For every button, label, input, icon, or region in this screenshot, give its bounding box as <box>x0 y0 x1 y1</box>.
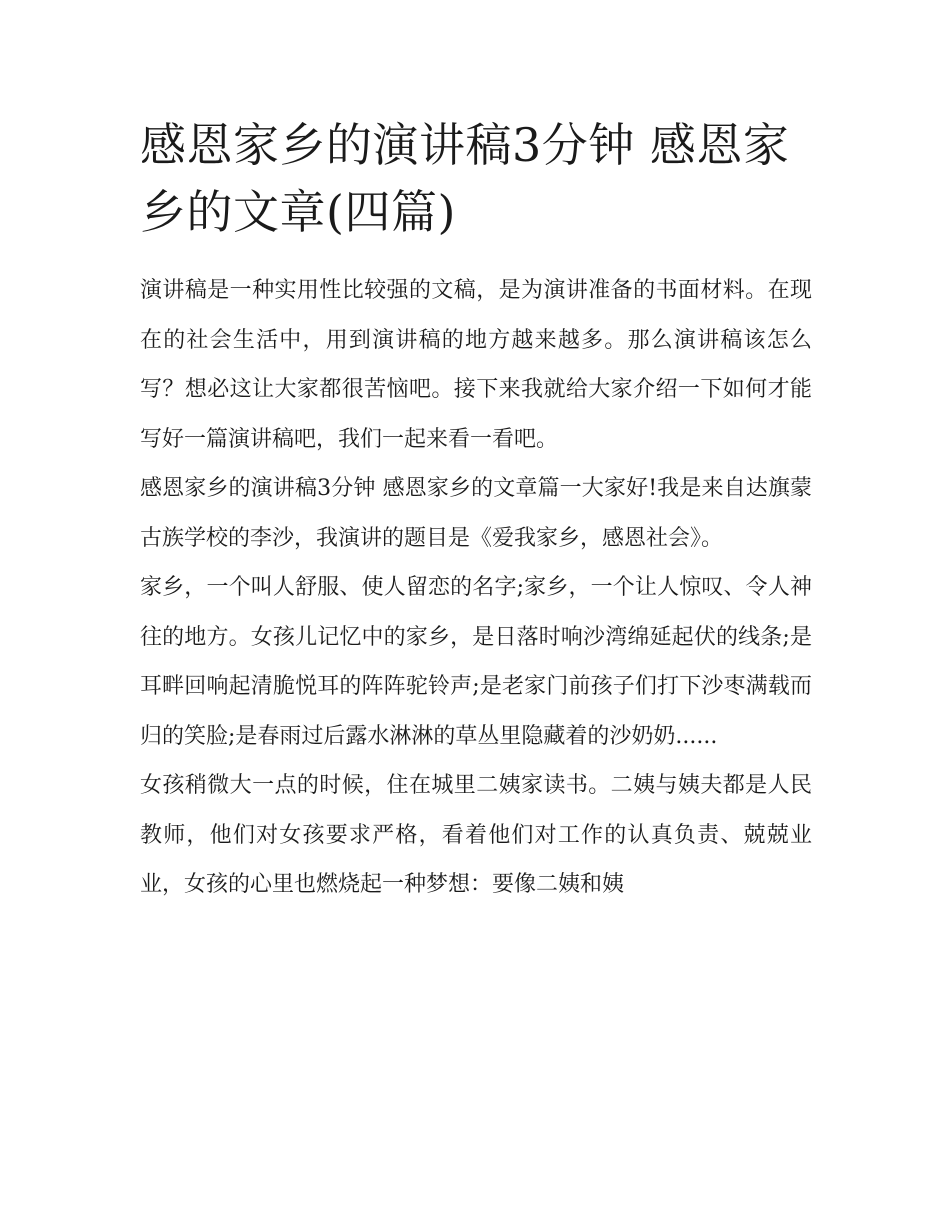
paragraph-intro: 演讲稿是一种实用性比较强的文稿，是为演讲准备的书面材料。在现在的社会生活中，用到演讲稿的地方越来越多。那么演讲稿该怎么写？想必这让大家都很苦恼吧。接下来我就给大家介绍一下如何才能写好一篇演讲稿吧，我们一起来看一看吧。 <box>140 278 812 452</box>
paragraph-greeting: 感恩家乡的演讲稿3分钟 感恩家乡的文章篇一大家好!我是来自达旗蒙古族学校的李沙，我演讲的题目是《爱我家乡，感恩社会》。 <box>140 476 812 551</box>
document-title: 感恩家乡的演讲稿3分钟 感恩家乡的文章(四篇) <box>140 118 790 239</box>
paragraph-hometown: 家乡，一个叫人舒服、使人留恋的名字;家乡，一个让人惊叹、令人神往的地方。女孩儿记忆中的家乡，是日落时响沙湾绵延起伏的线条;是耳畔回响起清脆悦耳的阵阵驼铃声;是老家门前孩子们打下沙枣满载而归的笑脸;是春雨过后露水淋淋的草丛里隐藏着的沙奶奶...... <box>140 575 812 749</box>
paragraph-city-study: 女孩稍微大一点的时候，住在城里二姨家读书。二姨与姨夫都是人民教师，他们对女孩要求严格，看着他们对工作的认真负责、兢兢业业，女孩的心里也燃烧起一种梦想：要像二姨和姨 <box>140 773 812 897</box>
